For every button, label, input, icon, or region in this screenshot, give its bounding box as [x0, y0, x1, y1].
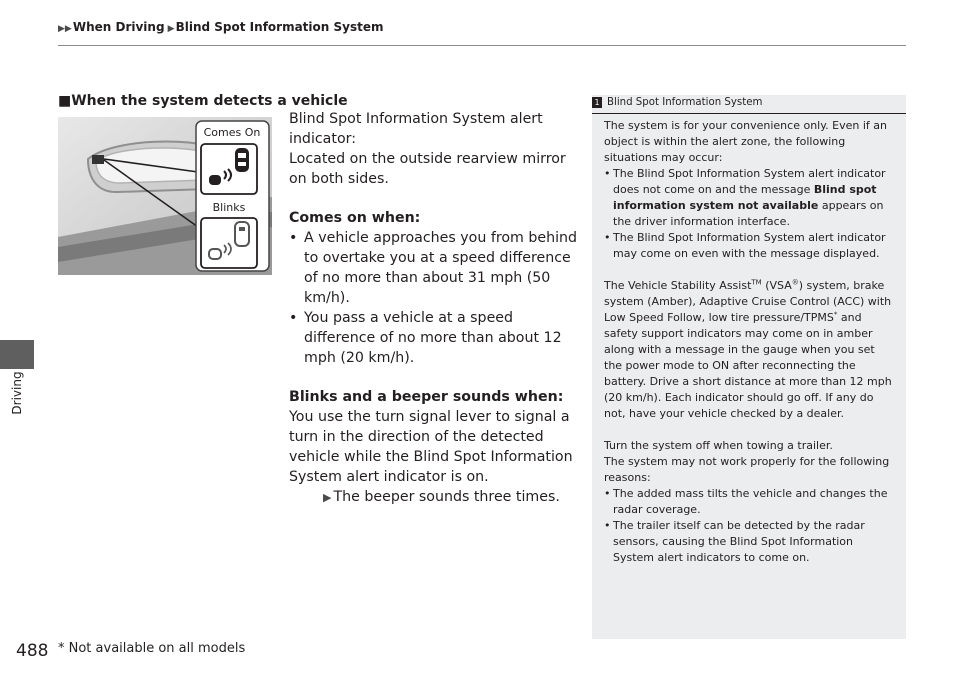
page-number: 488	[16, 641, 49, 661]
arrow-icon: ▶	[164, 24, 175, 34]
notes-paragraph: The system is for your convenience only. Even if an object is within the alert zone, the following situations may occur:	[604, 119, 887, 164]
label-comes-on: Comes On	[203, 126, 261, 139]
section-title: ■When the system detects a vehicle	[58, 93, 348, 109]
blinks-text: You use the turn signal lever to signal a turn in the direction of the detected vehicle while the Blind Spot Information System alert indicator is on.	[289, 409, 573, 485]
notes-title: Blind Spot Information System	[607, 97, 763, 108]
notes-bullet: • The added mass tilts the vehicle and changes the radar coverage.	[604, 487, 888, 516]
breadcrumb-item-when-driving[interactable]: When Driving	[72, 20, 165, 34]
chapter-tab-label: Driving	[10, 371, 24, 415]
notes-paragraph: The Vehicle Stability Assist™ (VSA®) system, brake system (Amber), Adaptive Cruise Control (ACC) with Low Speed Follow, low tire pressure/TPMS* and safety support indicators may come on in amber along with a message in the gauge when you set the power mode to ON after reconnecting the battery. Drive a short distance at more than 12 mph (20 km/h). Each indicator should go off. If any do not, have your vehicle checked by a dealer.	[604, 278, 892, 420]
chapter-tab-marker	[0, 340, 34, 369]
arrow-icon: ▶▶	[58, 24, 72, 34]
breadcrumb	[58, 20, 383, 34]
notes-bullet: • The Blind Spot Information System alert indicator may come on even with the message displayed.	[604, 231, 886, 260]
footnote: * Not available on all models	[58, 641, 246, 656]
notes-panel	[592, 95, 906, 639]
notes-paragraph: Turn the system off when towing a trailer.	[604, 439, 833, 452]
arrow-icon: ▶	[323, 491, 332, 504]
blinks-heading: Blinks and a beeper sounds when:	[289, 389, 564, 405]
header-divider	[58, 45, 906, 46]
label-blinks: Blinks	[212, 201, 246, 214]
mirror-indicator-illustration	[58, 117, 272, 275]
notes-bullet: • The Blind Spot Information System alert indicator does not come on and the message Blind spot information system not available appears on the driver information interface.	[604, 167, 886, 228]
notes-body	[604, 118, 896, 566]
intro-line-2: Located on the outside rearview mirror on both sides.	[289, 151, 566, 187]
breadcrumb-item-bsi[interactable]: Blind Spot Information System	[175, 20, 384, 34]
beeper-note: ▶ The beeper sounds three times.	[323, 489, 560, 505]
list-item: • A vehicle approaches you from behind to overtake you at a speed difference of no more than about 31 mph (50 km/h).	[289, 230, 578, 306]
note-reference-tag: 1	[592, 97, 602, 108]
section-body	[289, 109, 585, 508]
intro-line-1: Blind Spot Information System alert indicator:	[289, 111, 543, 147]
notes-bullet: • The trailer itself can be detected by the radar sensors, causing the Blind Spot Information System alert indicators to come on.	[604, 519, 865, 564]
comes-on-heading: Comes on when:	[289, 210, 421, 226]
list-item: • You pass a vehicle at a speed difference of no more than about 12 mph (20 km/h).	[289, 310, 562, 366]
notes-paragraph: The system may not work properly for the following reasons:	[604, 455, 890, 484]
notes-header	[592, 95, 906, 114]
